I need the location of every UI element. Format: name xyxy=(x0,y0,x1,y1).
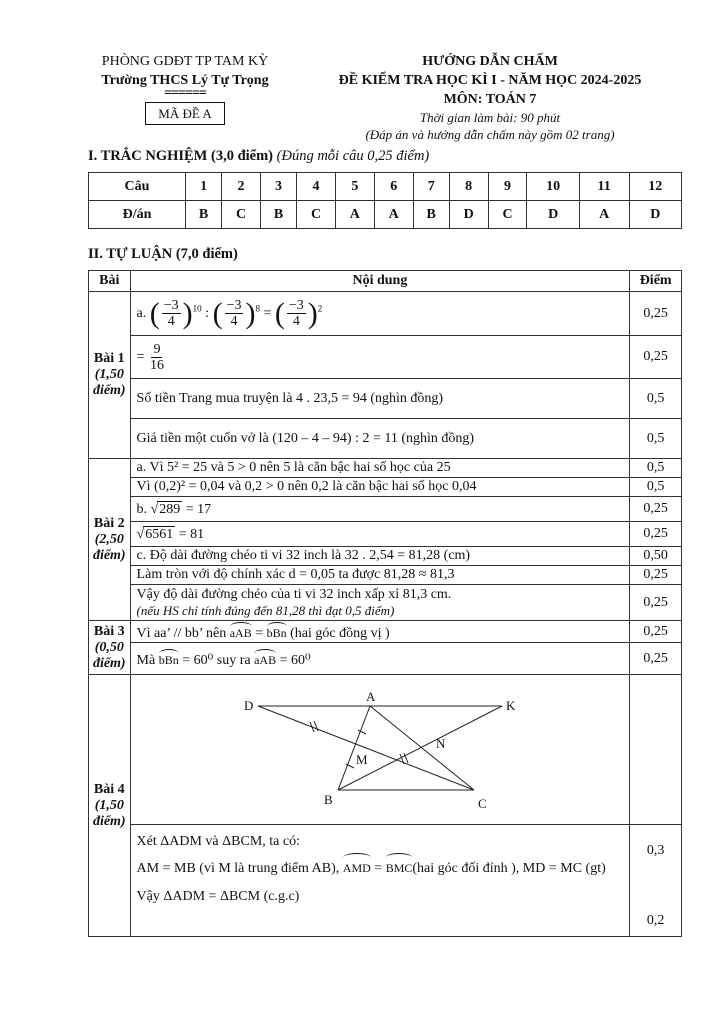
b2-line-2: Vì (0,2)² = 0,04 và 0,2 > 0 nên 0,2 là căn bậc hai số học 0,04 xyxy=(130,478,630,497)
paren-open: ( xyxy=(274,296,285,330)
tick-mark xyxy=(310,722,314,732)
b4-row-figure xyxy=(89,675,682,825)
exponent: 2 xyxy=(317,303,323,314)
b1-row-b xyxy=(89,379,682,419)
b4-line-1: Xét ΔADM và ΔBCM, ta có: xyxy=(136,834,300,849)
question-label: Câu xyxy=(89,173,186,201)
b2-row-7 xyxy=(89,585,682,621)
b3-score-2: 0,25 xyxy=(630,643,682,675)
denominator: 4 xyxy=(167,314,175,329)
b1-score-3: 0,5 xyxy=(630,379,682,419)
part1-title xyxy=(88,148,429,165)
b2-score-3: 0,25 xyxy=(630,497,682,522)
answer-cell: D xyxy=(449,201,488,229)
tick-mark xyxy=(314,721,318,731)
sqrt-result: = 17 xyxy=(185,501,212,517)
b1-line-4: Giá tiền một cuốn vở là (120 – 4 – 94) : 2 = 11 (nghìn đồng) xyxy=(130,419,630,459)
label-N: N xyxy=(435,735,446,751)
fraction xyxy=(150,342,164,373)
b4-line-2: AM = MB (vì M là trung điểm AB), AMD = BMC(hai góc đối đỉnh ), MD = MC (gt) xyxy=(137,853,624,880)
b2-score-2: 0,5 xyxy=(630,478,682,497)
label-B: B xyxy=(323,791,333,807)
question-number: 10 xyxy=(527,173,579,201)
b2-score-7: 0,25 xyxy=(630,585,682,621)
line-AC xyxy=(370,706,474,790)
question-row xyxy=(89,173,682,201)
answer-cell: C xyxy=(297,201,336,229)
b1-expression: a. ( $\frac{-3}{4}$ )$^{10}$ : ( $\frac{-3}{4}$ )$^8$ = ( $\frac{-3}{4}$ )$^2$ xyxy=(130,292,630,336)
answer-cell: A xyxy=(335,201,374,229)
question-number: 6 xyxy=(374,173,413,201)
exam-time: Thời gian làm bài: 90 phút xyxy=(419,110,561,125)
bai4-name: Bài 4 xyxy=(93,781,125,797)
label-C: C xyxy=(477,795,487,811)
b3-row-1 xyxy=(89,621,682,643)
header-right xyxy=(320,52,660,143)
b4-score-empty xyxy=(630,675,682,825)
equals: = xyxy=(136,349,145,365)
b3-row-2 xyxy=(89,643,682,675)
answer-label: Đ/án xyxy=(89,201,186,229)
bai1-points: (1,50 điểm) xyxy=(92,367,126,398)
geometry-figure xyxy=(230,680,530,820)
b2-score-1: 0,5 xyxy=(630,459,682,478)
b2-row-2 xyxy=(89,478,682,497)
b4-figure-cell xyxy=(130,675,630,825)
angle-BMC: BMC xyxy=(386,853,413,879)
answer-cell: C xyxy=(222,201,261,229)
exponent: 10 xyxy=(192,303,202,314)
b3-line-1 xyxy=(130,621,630,643)
answer-cell: B xyxy=(186,201,222,229)
b1-score-1: 0,25 xyxy=(630,292,682,336)
question-number: 12 xyxy=(629,173,681,201)
part1-heading: I. TRẮC NGHIỆM (3,0 điểm) xyxy=(88,148,274,164)
b3-value: = 60⁰ suy ra xyxy=(182,652,251,668)
col-score: Điểm xyxy=(630,271,682,292)
angle-aAB: aAB xyxy=(254,649,276,668)
question-number: 1 xyxy=(186,173,222,201)
exponent: 8 xyxy=(255,303,260,314)
multiple-choice-table xyxy=(88,172,682,229)
b3-prefix: Vì aa’ // bb’ nên xyxy=(136,625,227,641)
b3-ma: Mà xyxy=(136,652,156,668)
b2-score-6: 0,25 xyxy=(630,566,682,585)
b2-row-6 xyxy=(89,566,682,585)
fraction xyxy=(162,298,181,329)
question-number: 5 xyxy=(335,173,374,201)
b3-result: = 60⁰ xyxy=(279,652,311,668)
b2-b-prefix: b. xyxy=(136,501,148,517)
bai2-name: Bài 2 xyxy=(93,515,125,531)
b4-score-1: 0,3 xyxy=(646,843,665,858)
line-BK xyxy=(338,706,502,790)
b3-reason: (hai góc đồng vị ) xyxy=(290,625,390,641)
b4-scores xyxy=(630,825,682,937)
sqrt-result: = 81 xyxy=(178,526,205,542)
school-name: Trường THCS Lý Tự Trọng xyxy=(101,73,269,88)
sqrt-icon: √ xyxy=(150,501,159,517)
numerator: 9 xyxy=(153,341,161,357)
bai1-name: Bài 1 xyxy=(93,351,125,366)
bai3-points: (0,50 điểm) xyxy=(92,639,126,671)
question-number: 4 xyxy=(297,173,336,201)
label-K: K xyxy=(505,697,516,713)
angle-bBn: bBn xyxy=(159,649,179,668)
b1-row-a xyxy=(89,292,682,336)
angle-AMD: AMD xyxy=(343,853,371,879)
answer-row xyxy=(89,201,682,229)
radicand: 289 xyxy=(159,501,181,517)
answer-cell: D xyxy=(527,201,579,229)
paren-open: ( xyxy=(212,296,223,330)
b1-row-c xyxy=(89,419,682,459)
b2-conclusion: Vậy độ dài đường chéo của ti vi 32 inch xấp xỉ 81,3 cm. xyxy=(136,586,452,602)
answer-cell: A xyxy=(579,201,629,229)
bai3-name: Bài 3 xyxy=(93,623,125,639)
essay-table xyxy=(88,270,682,937)
b2-row-4 xyxy=(89,522,682,547)
part1-note: (Đúng mỗi câu 0,25 điểm) xyxy=(276,148,430,164)
b4-proof xyxy=(130,825,630,937)
numerator: −3 xyxy=(288,298,304,313)
b3-line-2 xyxy=(130,643,630,675)
angle-aAB: aAB xyxy=(230,622,252,641)
b2-line-6: Làm tròn với độ chính xác d = 0,05 ta được 81,28 ≈ 81,3 xyxy=(130,566,630,585)
header-left xyxy=(60,52,310,125)
question-number: 11 xyxy=(579,173,629,201)
exam-code-box: MÃ ĐỀ A xyxy=(145,102,224,125)
radicand: 6561 xyxy=(145,526,174,542)
b3-score-1: 0,25 xyxy=(630,621,682,643)
b2-score-4: 0,25 xyxy=(630,522,682,547)
answer-cell: C xyxy=(488,201,527,229)
b1-score-4: 0,5 xyxy=(630,419,682,459)
essay-header-row xyxy=(89,271,682,292)
col-bai: Bài xyxy=(89,271,131,292)
b4-row-proof xyxy=(89,825,682,937)
label-A: A xyxy=(365,688,376,704)
bai2-points: (2,50 điểm) xyxy=(92,531,126,563)
bai3-label xyxy=(89,621,131,675)
b2-row-3 xyxy=(89,497,682,522)
question-number: 8 xyxy=(449,173,488,201)
b2-row-5 xyxy=(89,547,682,566)
b2-row-1 xyxy=(89,459,682,478)
doc-title: HƯỚNG DẪN CHẤM xyxy=(422,54,558,69)
b2-note: (nếu HS chỉ tính đúng đến 81,28 thì đạt 0,5 điểm) xyxy=(136,602,395,618)
denominator: 4 xyxy=(230,314,238,329)
answer-cell: D xyxy=(629,201,681,229)
bai1-label xyxy=(89,292,131,459)
header-underline: ====== xyxy=(164,86,206,101)
question-number: 2 xyxy=(222,173,261,201)
bai4-label xyxy=(89,675,131,937)
paren-close: ) xyxy=(307,296,318,330)
part2-title: II. TỰ LUẬN (7,0 điểm) xyxy=(88,246,238,262)
bai4-points: (1,50 điểm) xyxy=(92,797,126,829)
angle-bBn: bBn xyxy=(267,622,287,641)
label-M: M xyxy=(355,751,368,767)
b1-a-prefix: a. xyxy=(136,305,147,321)
b2-line-5: c. Độ dài đường chéo ti vi 32 inch là 32 . 2,54 = 81,28 (cm) xyxy=(130,547,630,566)
label-D: D xyxy=(243,697,254,713)
question-number: 3 xyxy=(260,173,296,201)
b1-result xyxy=(130,336,630,379)
b1-score-2: 0,25 xyxy=(630,336,682,379)
fraction xyxy=(287,298,306,329)
b1-line-3: Số tiền Trang mua truyện là 4 . 23,5 = 94 (nghìn đồng) xyxy=(130,379,630,419)
b2-line-4 xyxy=(130,522,630,547)
question-number: 7 xyxy=(413,173,449,201)
fraction xyxy=(225,298,244,329)
paren-close: ) xyxy=(182,296,193,330)
page-count-note: (Đáp án và hướng dẫn chấm này gồm 02 trang) xyxy=(365,127,615,142)
denominator: 16 xyxy=(149,357,164,373)
answer-cell: B xyxy=(260,201,296,229)
b4-reason: (hai góc đối đỉnh ), MD = MC (gt) xyxy=(412,861,606,876)
b2-line-3 xyxy=(130,497,630,522)
answer-cell: A xyxy=(374,201,413,229)
bai2-label xyxy=(89,459,131,621)
numerator: −3 xyxy=(163,298,179,313)
paren-open: ( xyxy=(149,296,160,330)
b1-row-result xyxy=(89,336,682,379)
equals: = xyxy=(255,625,264,641)
denominator: 4 xyxy=(292,314,300,329)
paren-close: ) xyxy=(245,296,256,330)
numerator: −3 xyxy=(226,298,242,313)
b4-conclusion: Vậy ΔADM = ΔBCM (c.g.c) xyxy=(136,889,300,904)
b2-line-7 xyxy=(130,585,630,621)
sqrt-icon: √ xyxy=(136,526,145,542)
dept-name: PHÒNG GDĐT TP TAM KỲ xyxy=(101,54,269,69)
col-content: Nội dung xyxy=(130,271,630,292)
b2-score-5: 0,50 xyxy=(630,547,682,566)
exam-title: ĐỀ KIỂM TRA HỌC KÌ I - NĂM HỌC 2024-2025 xyxy=(338,73,642,88)
b4-score-2: 0,2 xyxy=(646,913,665,928)
b4-am-mb: AM = MB (vì M là trung điểm AB), xyxy=(136,861,340,876)
subject: MÔN: TOÁN 7 xyxy=(443,92,537,107)
answer-cell: B xyxy=(413,201,449,229)
question-number: 9 xyxy=(488,173,527,201)
b2-line-1: a. Vì 5² = 25 và 5 > 0 nên 5 là căn bậc hai số học của 25 xyxy=(130,459,630,478)
